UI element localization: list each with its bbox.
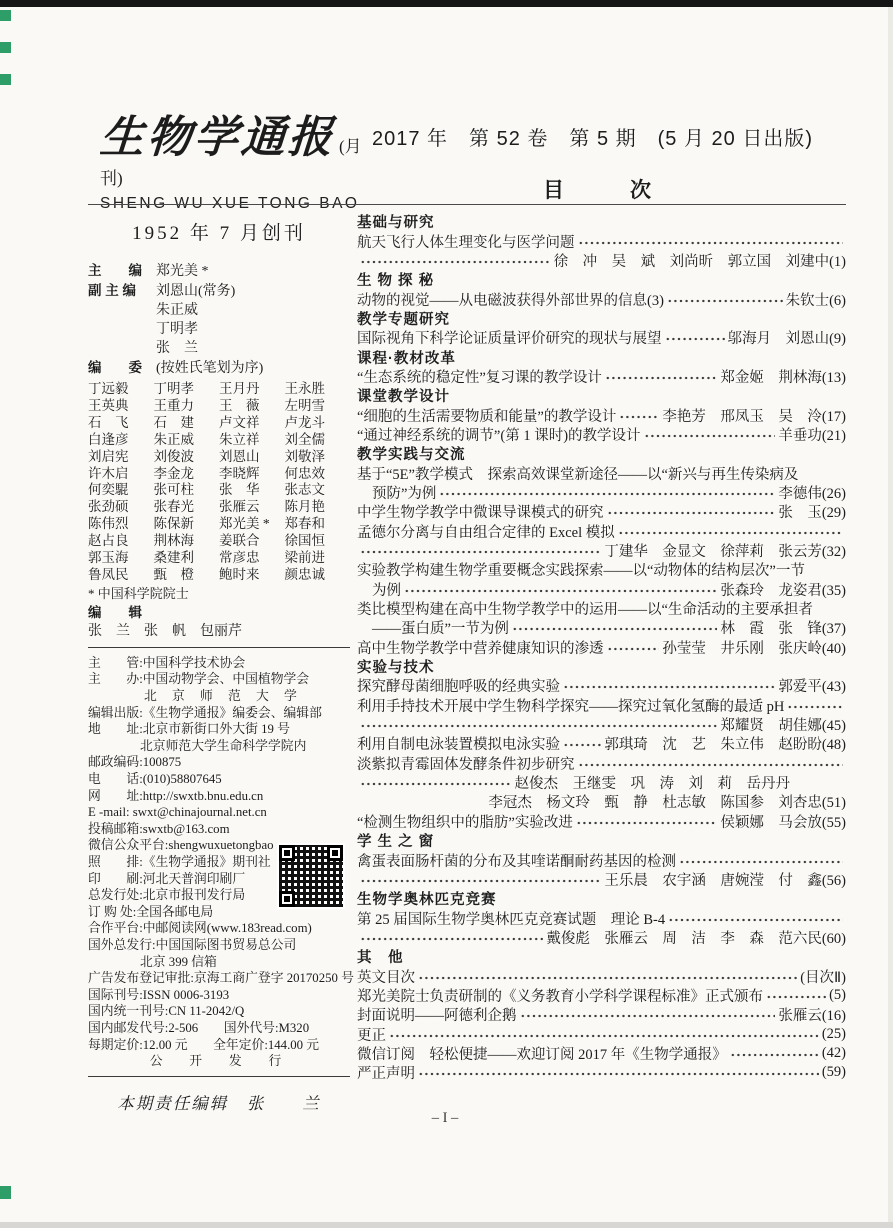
board-member-name: 刘俊波 xyxy=(153,448,194,464)
journal-pinyin: SHENG WU XUE TONG BAO xyxy=(100,195,360,212)
role-value: 刘恩山(常务) xyxy=(156,284,236,299)
board-member-name: 郭玉海 xyxy=(88,550,129,566)
journal-logo-note: (月刊) xyxy=(100,137,362,188)
toc-line xyxy=(357,309,846,328)
publication-text: 国内邮发代号:2-506 国外代号:M320 xyxy=(88,1020,310,1035)
publication-text: 编辑出版:《生物学通报》编委会、编辑部 xyxy=(88,705,322,720)
toc-line xyxy=(357,1044,846,1063)
toc-line xyxy=(357,831,846,850)
toc-entry-title: 航天飞行人体生理变化与医学问题 xyxy=(357,234,575,251)
toc-dot-leader xyxy=(563,739,601,751)
publication-text: E -mail: swxt@chinajournal.net.cn xyxy=(88,805,267,820)
toc-entry-title: 实验与技术 xyxy=(357,660,435,677)
publication-text: 公 开 发 行 xyxy=(149,1054,289,1069)
publication-text: 北京师范大学生命科学学院内 xyxy=(140,738,307,753)
toc-line xyxy=(357,1024,846,1043)
toc-entry-authors-page: (5) xyxy=(829,986,846,1003)
toc-line xyxy=(357,289,846,308)
toc-line xyxy=(357,328,846,347)
board-member-name: 徐国恒 xyxy=(284,533,325,549)
board-member-name: 王永胜 xyxy=(284,381,325,396)
board-member-name: 丁远毅 xyxy=(88,381,129,396)
toc-line xyxy=(357,541,846,560)
publication-line xyxy=(88,754,350,771)
qr-code xyxy=(279,845,343,907)
publication-line xyxy=(88,788,350,805)
registration-mark xyxy=(0,42,11,53)
toc-entry-authors-page: 徐 冲 吴 斌 刘尚昕 郭立国 刘建中(1) xyxy=(553,253,846,270)
board-member-name: 荆林海 xyxy=(153,533,194,549)
toc-dot-leader xyxy=(389,1030,819,1042)
editorial-role-line xyxy=(88,339,350,358)
publication-line xyxy=(88,671,350,688)
publication-text: 主 办:中国动物学会、中国植物学会 xyxy=(88,672,310,687)
toc-dot-leader xyxy=(360,256,551,268)
editorial-role-line xyxy=(88,320,350,339)
board-member-name: 卢文祥 xyxy=(219,414,260,430)
toc-entry-title: 生物学奥林匹克竞赛 xyxy=(357,892,497,909)
toc-line xyxy=(357,947,846,966)
toc-entry-authors-page: 张 玉(29) xyxy=(778,505,846,522)
toc-entry-title: 郑光美院士负责研制的《义务教育小学科学课程标准》正式颁布 xyxy=(357,988,763,1005)
toc-entry-authors-page: 朱钦士(6) xyxy=(785,292,846,309)
board-member-name: 白逢彦 xyxy=(88,431,129,447)
toc-dot-leader xyxy=(766,991,826,1003)
toc-entry-authors-page: (目次Ⅱ) xyxy=(800,969,846,986)
role-value: 郑光美 * xyxy=(156,264,209,279)
board-member-name: 姜联合 xyxy=(219,533,260,549)
toc-entry-title: 学 生 之 窗 xyxy=(357,834,435,851)
toc-dot-leader xyxy=(578,237,844,249)
toc-entry-title: 孟德尔分离与自由组合定律的 Excel 模拟 xyxy=(357,524,615,541)
masthead xyxy=(100,112,370,213)
board-member-name: 李晓辉 xyxy=(219,465,260,481)
toc-title: 目 次 xyxy=(543,179,659,202)
issue-line: 2017 年 第 52 卷 第 5 期 (5 月 20 日出版) xyxy=(372,128,814,150)
toc-entry-title: 基于“5E”教学模式 探索高效课堂新途径——以“新兴与再生传染病及 xyxy=(357,466,799,483)
toc-entry-authors-page: 张森玲 龙姿君(35) xyxy=(720,582,846,599)
toc-entry-title: “细胞的生活需要物质和能量”的教学设计 xyxy=(357,408,617,425)
board-member-name: 李金龙 xyxy=(153,465,194,481)
toc-entry-title: 基础与研究 xyxy=(357,215,435,232)
board-member-name: 鲁凤民 xyxy=(88,566,129,582)
toc-entry-authors-page: 郑金姬 荆林海(13) xyxy=(720,369,846,386)
board-member-name: 刘启宪 xyxy=(88,448,129,464)
board-member-name: 张春光 xyxy=(153,499,194,515)
toc-line xyxy=(357,444,846,463)
responsible-editor: 本期责任编辑 张 兰 xyxy=(117,1093,321,1113)
role-value: 张 兰 xyxy=(156,341,198,356)
toc-line xyxy=(357,251,846,270)
scan-edge-top xyxy=(0,0,893,7)
toc-entry-title: 高中生物学教学中营养健康知识的渗透 xyxy=(357,640,604,657)
toc-dot-leader xyxy=(360,778,512,790)
publication-text: 邮政编码:100875 xyxy=(88,755,182,770)
toc-entry-authors-page: 羊垂功(21) xyxy=(778,427,846,444)
toc-line xyxy=(357,908,846,927)
board-member-name: 鲍时来 xyxy=(219,566,260,582)
publication-text: 微信公众平台:shengwuxuetongbao xyxy=(88,838,274,853)
publication-text: 国内统一刊号:CN 11-2042/Q xyxy=(88,1004,245,1019)
toc-entry-title: ——蛋白质”一节为例 xyxy=(372,621,509,638)
toc-dot-leader xyxy=(607,507,776,519)
toc-dot-leader xyxy=(667,295,783,307)
toc-entry-title: 探究酵母菌细胞呼吸的经典实验 xyxy=(357,679,560,696)
toc-line xyxy=(357,560,846,579)
board-member-name: 陈保新 xyxy=(153,516,194,532)
toc-line xyxy=(357,270,846,289)
toc-dot-leader xyxy=(512,623,717,635)
toc-entry-authors-page: 郭琪琦 沈 艺 朱立伟 赵盼盼(48) xyxy=(604,737,846,754)
publication-text: 电 话:(010)58807645 xyxy=(88,772,222,787)
publication-line xyxy=(88,738,350,755)
board-member-name: 梁前进 xyxy=(284,550,325,566)
toc-line xyxy=(357,425,846,444)
board-member-name: 王重力 xyxy=(153,397,194,413)
board-member-name: 郑春和 xyxy=(284,516,325,532)
publication-text: 国外总发行:中国国际图书贸易总公司 xyxy=(88,937,297,952)
board-member-name: 王 薇 xyxy=(219,397,260,413)
toc-entry-title: 生 物 探 秘 xyxy=(357,273,435,290)
toc-line xyxy=(357,599,846,618)
toc-entry-title: 其 他 xyxy=(357,950,404,967)
toc-line xyxy=(357,618,846,637)
board-member-name: 郑光美 * xyxy=(219,516,270,532)
toc-entry-authors-page: 李冠杰 杨文玲 甄 静 杜志敏 陈国参 刘杏忠(51) xyxy=(488,795,846,812)
toc-line xyxy=(357,792,846,811)
board-member-name: 张志文 xyxy=(284,482,325,498)
toc-list xyxy=(357,212,846,1082)
divider xyxy=(88,1076,350,1077)
publication-line xyxy=(88,771,350,788)
toc-entry-authors-page: 赵俊杰 王继雯 巩 涛 刘 莉 岳丹丹 xyxy=(514,776,790,793)
role-label: 编 委 xyxy=(88,360,142,375)
publication-line xyxy=(88,655,350,672)
toc-dot-leader xyxy=(404,585,717,597)
publication-text: 北 京 师 范 大 学 xyxy=(144,689,303,704)
toc-line xyxy=(357,580,846,599)
publication-line xyxy=(88,1053,350,1070)
toc-entry-title: 课程·教材改革 xyxy=(357,350,456,367)
toc-entry-title: 实验教学构建生物学重要概念实践探索——以“动物体的结构层次”一节 xyxy=(357,563,805,580)
toc-line xyxy=(357,754,846,773)
toc-dot-leader xyxy=(668,914,843,926)
board-member-name: 陈伟烈 xyxy=(88,516,129,532)
publication-line xyxy=(88,970,354,987)
toc-line xyxy=(357,773,846,792)
toc-entry-authors-page: 李艳芳 邢凤玉 吴 泠(17) xyxy=(662,408,846,425)
toc-line xyxy=(357,522,846,541)
publication-line xyxy=(88,821,350,838)
toc-entry-title: 更正 xyxy=(357,1027,386,1044)
left-column xyxy=(88,210,354,1114)
qr-finder-icon xyxy=(327,845,343,861)
toc-entry-title: 英文目次 xyxy=(357,969,415,986)
board-member-name: 刘敬泽 xyxy=(284,448,325,464)
publication-text: 地 址:北京市新街口外大街 19 号 xyxy=(88,722,290,737)
publication-line xyxy=(88,920,350,937)
toc-line xyxy=(357,966,846,985)
board-member-name: 王月丹 xyxy=(219,381,260,396)
toc-line xyxy=(357,676,846,695)
board-member-name: 丁明孝 xyxy=(153,381,194,396)
toc-entry-title: 封面说明——阿德利企鹅 xyxy=(357,1008,517,1025)
toc-entry-title: 严正声明 xyxy=(357,1066,415,1083)
board-member-name: 常彦忠 xyxy=(219,550,260,566)
registration-mark xyxy=(0,10,11,21)
toc-line xyxy=(357,463,846,482)
editorial-role-line xyxy=(88,358,350,378)
publication-text: 广告发布登记审批:京海工商广登字 20170250 号 xyxy=(88,971,354,986)
toc-entry-authors-page: 丁建华 金显文 徐萍莉 张云芳(32) xyxy=(604,544,846,561)
editors-names: 张 兰 张 帆 包丽芹 xyxy=(88,623,242,639)
toc-line xyxy=(357,812,846,831)
publication-line xyxy=(88,705,350,722)
toc-line xyxy=(357,347,846,366)
toc-entry-title: 动物的视觉——从电磁波获得外部世界的信息(3) xyxy=(357,292,664,309)
toc-entry-title: 教学专题研究 xyxy=(357,311,450,328)
publication-text: 订 购 处:全国各邮电局 xyxy=(88,904,214,919)
toc-dot-leader xyxy=(360,933,543,945)
publication-text: 北京 399 信箱 xyxy=(140,954,217,969)
toc-dot-leader xyxy=(360,546,601,558)
toc-entry-authors-page: 王乐晨 农宇涵 唐婉滢 付 鑫(56) xyxy=(604,872,846,889)
toc-line xyxy=(357,1063,846,1082)
editorial-roles xyxy=(88,261,350,378)
toc-entry-title: “检测生物组织中的脂肪”实验改进 xyxy=(357,814,573,831)
journal-logo: 生物学通报 xyxy=(98,112,337,163)
editorial-role-line xyxy=(88,261,350,281)
board-member-name: 甄 橙 xyxy=(153,566,194,582)
toc-line xyxy=(357,928,846,947)
role-value: (按姓氏笔划为序) xyxy=(156,361,264,376)
board-member-name: 颜忠诚 xyxy=(284,566,325,582)
toc-dot-leader xyxy=(644,430,776,442)
toc-line xyxy=(357,638,846,657)
publication-text: 主 管:中国科学技术协会 xyxy=(88,655,246,670)
toc-entry-authors-page: 李德伟(26) xyxy=(778,485,846,502)
role-value: 丁明孝 xyxy=(156,322,198,337)
toc-line xyxy=(357,715,846,734)
toc-dot-leader xyxy=(418,972,797,984)
toc-entry-title: 利用自制电泳装置模拟电泳实验 xyxy=(357,737,560,754)
role-label: 主 编 xyxy=(88,263,142,278)
toc-line xyxy=(357,889,846,908)
publication-line xyxy=(88,987,350,1004)
toc-entry-authors-page: 郑耀贤 胡佳娜(45) xyxy=(720,718,846,735)
board-member-name: 王英典 xyxy=(88,397,129,413)
toc-entry-title: 课堂教学设计 xyxy=(357,389,450,406)
board-note: * 中国科学院院士 xyxy=(88,585,189,601)
toc-dot-leader xyxy=(418,1068,819,1080)
toc-dot-leader xyxy=(563,681,775,693)
board-member-name: 桑建利 xyxy=(153,550,194,566)
editorial-role-line xyxy=(88,281,350,301)
toc-entry-title: 禽蛋表面肠杆菌的分布及其喹诺酮耐药基因的检测 xyxy=(357,853,676,870)
publication-line xyxy=(88,804,350,821)
toc-entry-title: 为例 xyxy=(372,582,401,599)
toc-dot-leader xyxy=(360,875,601,887)
board-member-name: 许木启 xyxy=(88,465,129,481)
board-member-name: 张可柱 xyxy=(153,482,194,498)
board-member-name: 朱立祥 xyxy=(219,431,260,447)
board-grid xyxy=(88,381,350,584)
qr-finder-icon xyxy=(279,845,295,861)
toc-entry-title: 第 25 届国际生物学奥林匹克竞赛试题 理论 B-4 xyxy=(357,911,666,928)
toc-line xyxy=(357,405,846,424)
registration-mark xyxy=(0,74,11,85)
toc-dot-leader xyxy=(439,488,775,500)
board-member-name: 何奕騉 xyxy=(88,482,129,498)
publication-text: 总发行处:北京市报刊发行局 xyxy=(88,888,246,903)
page-number: – I – xyxy=(431,1110,459,1126)
toc-entry-authors-page: 邬海月 刘恩山(9) xyxy=(727,331,846,348)
toc-entry-title: “通过神经系统的调节”(第 1 课时)的教学设计 xyxy=(357,427,641,444)
toc-entry-title: 利用手持技术开展中学生物科学探究——探究过氧化氢酶的最适 pH xyxy=(357,698,785,715)
founded-line: 1952 年 7 月创刊 xyxy=(132,223,306,244)
toc-dot-leader xyxy=(520,1010,776,1022)
board-member-name: 左明雪 xyxy=(284,397,325,413)
toc-entry-authors-page: 郭爱平(43) xyxy=(778,679,846,696)
board-member-name: 张劲硕 xyxy=(88,499,129,515)
toc-entry-title: 中学生物学教学中微课导课模式的研究 xyxy=(357,505,604,522)
publication-line xyxy=(88,954,350,971)
board-member-name: 刘恩山 xyxy=(219,448,260,464)
toc-line xyxy=(357,696,846,715)
toc-dot-leader xyxy=(787,701,843,713)
toc-dot-leader xyxy=(576,817,717,829)
toc-line xyxy=(357,657,846,676)
toc-entry-authors-page: 侯颖娜 马会放(55) xyxy=(720,814,846,831)
toc-dot-leader xyxy=(607,643,660,655)
toc-entry-authors-page: (42) xyxy=(821,1044,846,1061)
publication-line xyxy=(88,1020,350,1037)
toc-line xyxy=(357,502,846,521)
board-member-name: 张 华 xyxy=(219,482,260,498)
toc-line xyxy=(357,850,846,869)
toc-line xyxy=(357,386,846,405)
board-member-name: 陈月艳 xyxy=(284,499,325,515)
board-member-name: 刘全儒 xyxy=(284,431,325,447)
toc-dot-leader xyxy=(665,333,725,345)
toc-line xyxy=(357,986,846,1005)
publication-text: 网 址:http://swxtb.bnu.edu.cn xyxy=(88,788,264,803)
editorial-role-line xyxy=(88,301,350,320)
toc-entry-title: “生态系统的稳定性”复习课的教学设计 xyxy=(357,369,602,386)
toc-entry-authors-page: 林 霞 张 锋(37) xyxy=(720,621,846,638)
header-rule xyxy=(88,204,846,205)
board-member-name: 石 飞 xyxy=(88,414,129,430)
toc-dot-leader xyxy=(619,411,659,423)
toc-line xyxy=(357,212,846,231)
toc-dot-leader xyxy=(360,720,717,732)
publication-line xyxy=(88,937,350,954)
role-value: 朱正威 xyxy=(156,303,198,318)
editors-label: 编 辑 xyxy=(88,604,142,620)
toc-line xyxy=(357,734,846,753)
toc-line xyxy=(357,367,846,386)
publication-line xyxy=(88,1003,350,1020)
publication-text: 印 刷:河北天普润印刷厂 xyxy=(88,871,246,886)
publication-text: 合作平台:中邮阅读网(www.183read.com) xyxy=(88,921,312,936)
board-member-name: 赵占良 xyxy=(88,533,129,549)
publication-text: 每期定价:12.00 元 全年定价:144.00 元 xyxy=(88,1037,320,1052)
role-label: 副 主 编 xyxy=(88,283,137,298)
board-member-name: 石 建 xyxy=(153,414,194,430)
toc-entry-authors-page: (25) xyxy=(821,1025,846,1042)
publication-text: 国际刊号:ISSN 0006-3193 xyxy=(88,987,230,1002)
qr-finder-icon xyxy=(279,891,295,907)
toc-dot-leader xyxy=(578,759,844,771)
publication-line xyxy=(88,721,350,738)
toc-dot-leader xyxy=(605,372,717,384)
toc-entry-title: 淡紫拟青霉固体发酵条件初步研究 xyxy=(357,756,575,773)
toc-entry-title: 微信订阅 轻松便捷——欢迎订阅 2017 年《生物学通报》 xyxy=(357,1046,727,1063)
toc-line xyxy=(357,1005,846,1024)
toc-line xyxy=(357,870,846,889)
scan-edge-right xyxy=(888,7,893,1222)
scan-edge-bottom xyxy=(0,1222,893,1228)
toc-entry-authors-page: 孙莹莹 井乐刚 张庆岭(40) xyxy=(662,640,846,657)
publication-text: 照 排:《生物学通报》期刊社 xyxy=(88,855,271,869)
board-member-name: 张雁云 xyxy=(219,499,260,515)
board-member-name: 朱正威 xyxy=(153,431,194,447)
registration-mark xyxy=(0,1186,11,1199)
toc-dot-leader xyxy=(679,856,843,868)
toc-entry-authors-page: 张雁云(16) xyxy=(778,1008,846,1025)
toc-entry-authors-page: 戴俊彪 张雁云 周 洁 李 森 范六民(60) xyxy=(546,930,846,947)
toc-line xyxy=(357,483,846,502)
board-member-name: 何忠效 xyxy=(284,465,325,481)
toc-entry-title: 教学实践与交流 xyxy=(357,447,466,464)
publication-text: 投稿邮箱:swxtb@163.com xyxy=(88,821,230,836)
toc-line xyxy=(357,231,846,250)
toc-entry-title: 预防”为例 xyxy=(372,485,437,502)
publication-line xyxy=(88,688,350,705)
toc-dot-leader xyxy=(618,527,843,539)
toc-dot-leader xyxy=(730,1049,819,1061)
toc-entry-title: 国际视角下科学论证质量评价研究的现状与展望 xyxy=(357,331,662,348)
divider xyxy=(88,647,350,648)
publication-line xyxy=(88,1037,350,1054)
toc-entry-title: 类比模型构建在高中生物学教学中的运用——以“生命活动的主要承担者 xyxy=(357,602,813,619)
toc-entry-authors-page: (59) xyxy=(821,1064,846,1081)
board-member-name: 卢龙斗 xyxy=(284,414,325,430)
